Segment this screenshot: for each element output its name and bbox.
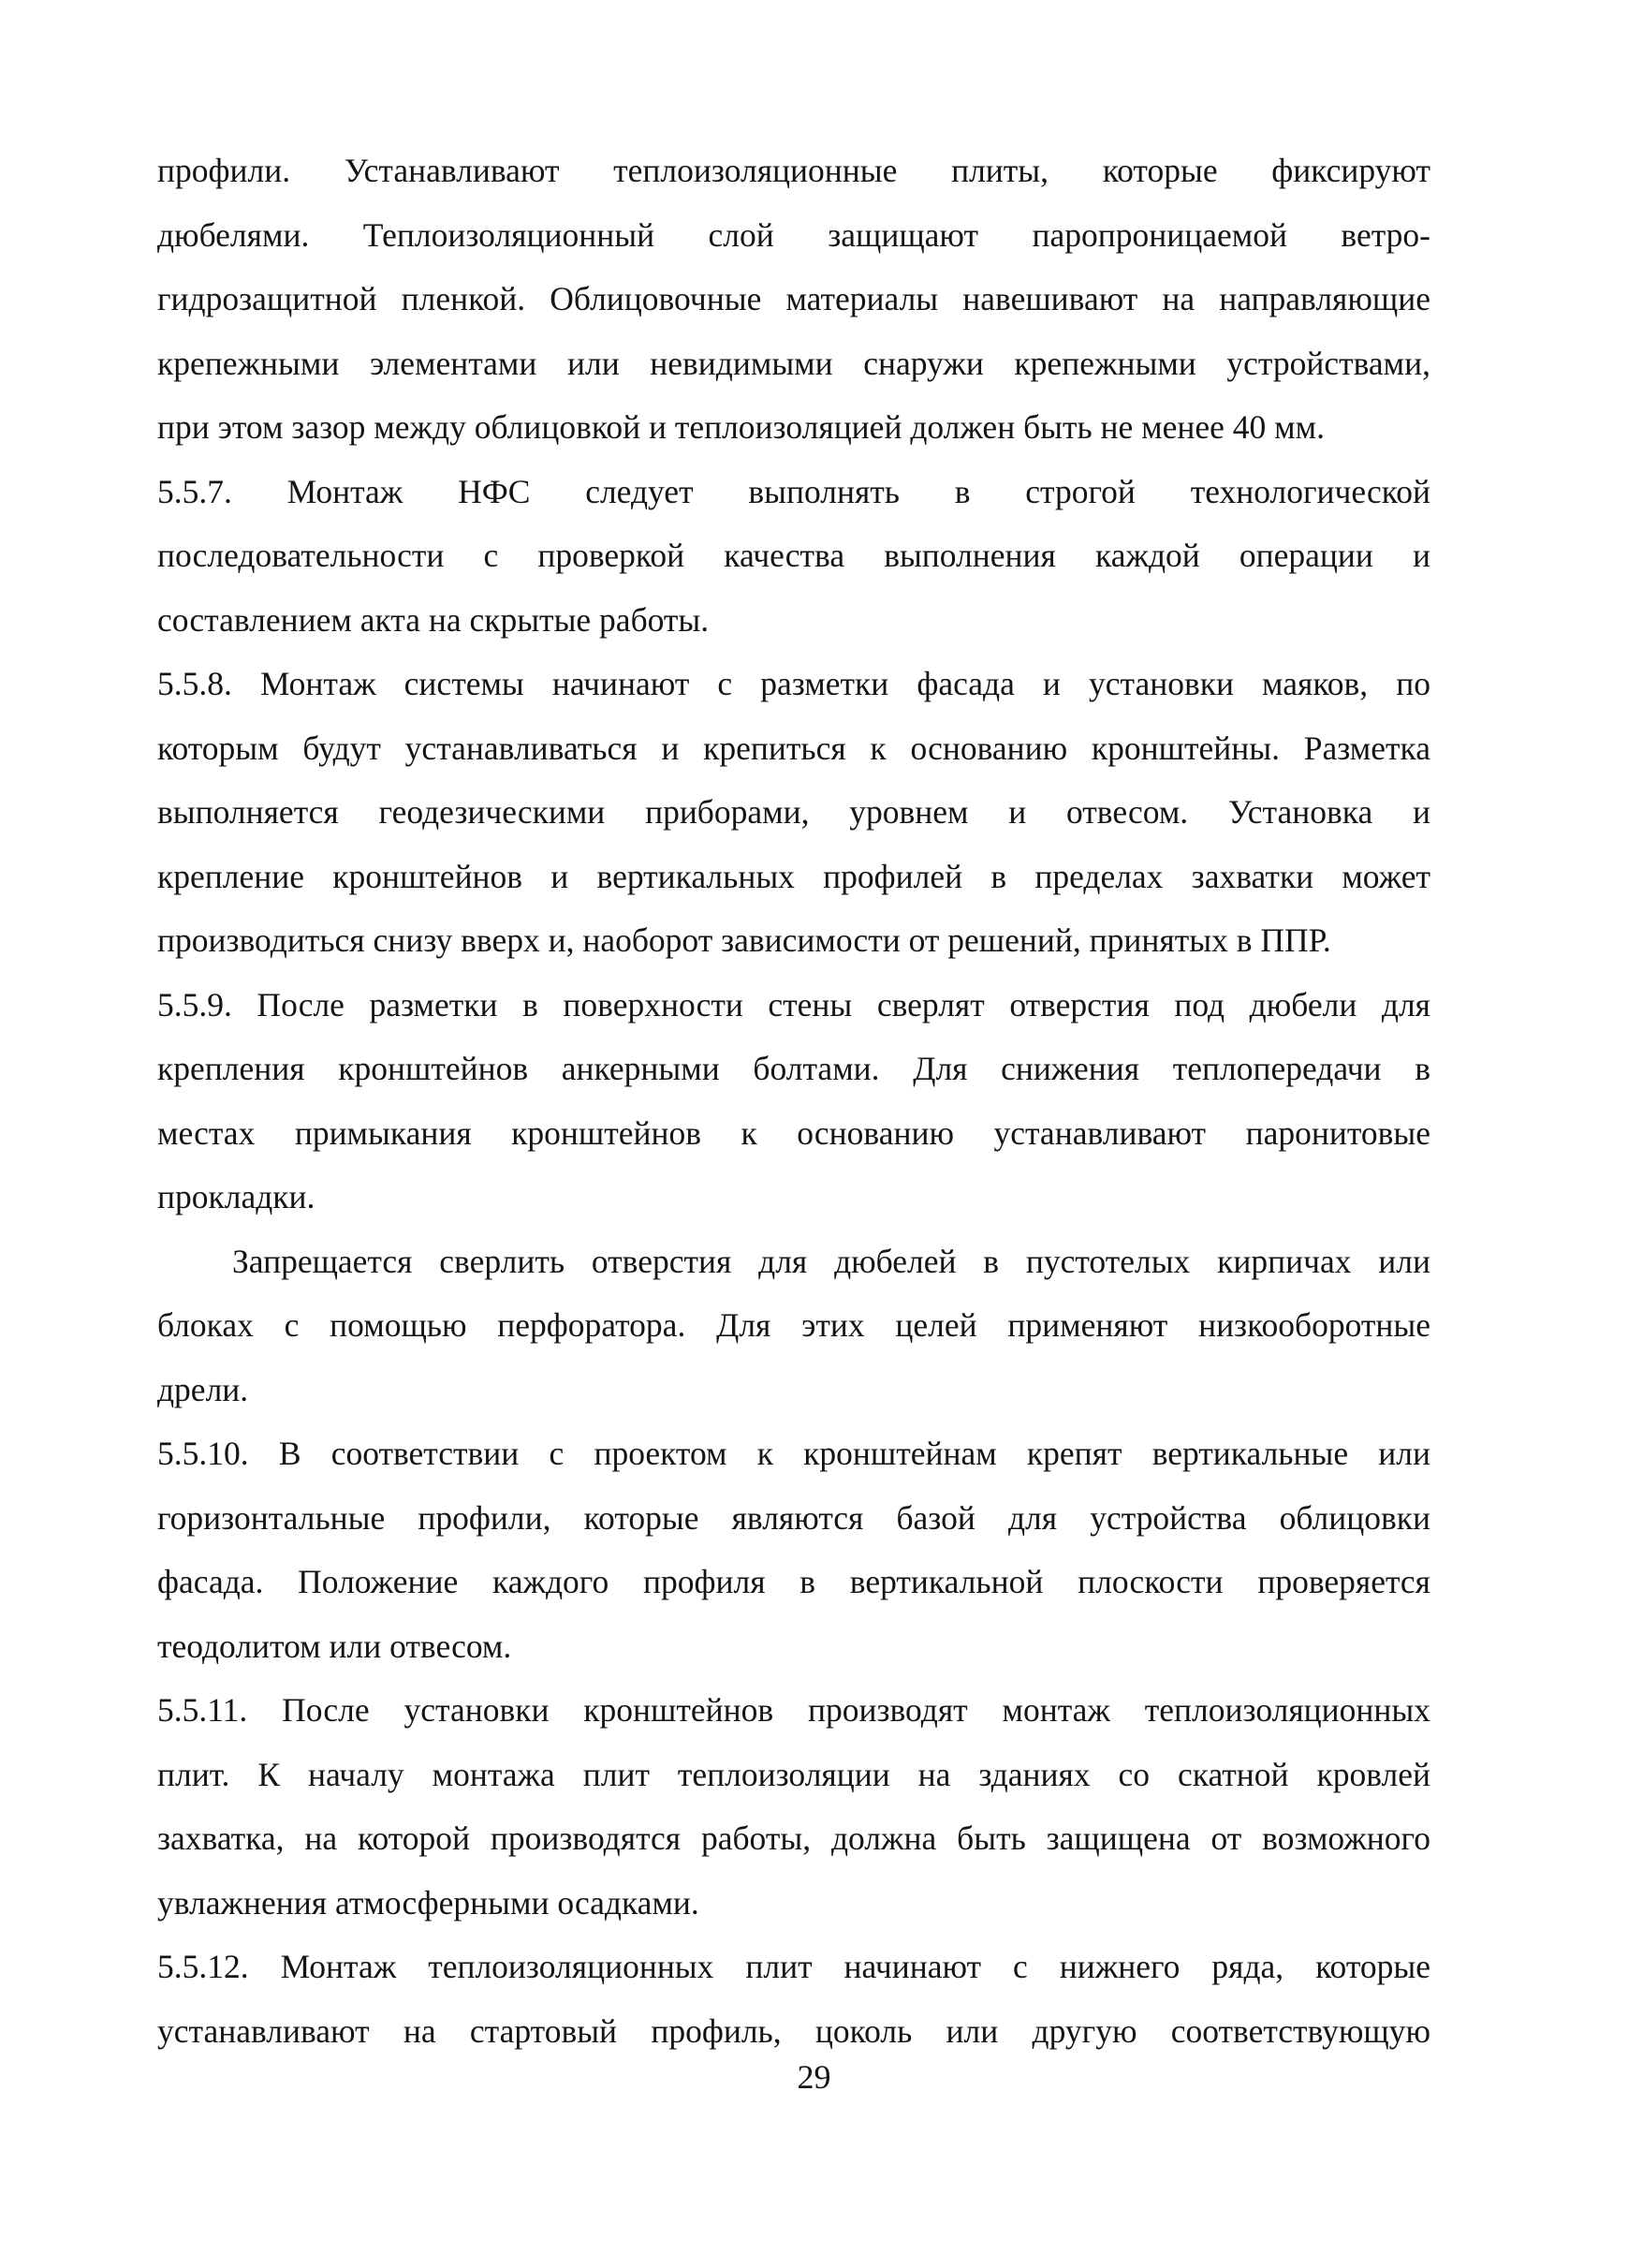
text-line: Запрещается сверлить отверстия для дюбелей в пустотелых кирпичах или (232, 1242, 1430, 1280)
text-line: местах примыкания кронштейнов к основанию устанавливают паронитовые (157, 1113, 1430, 1152)
text-line: которым будут устанавливаться и крепиться к основанию кронштейны. Разметка (157, 729, 1430, 767)
text-line: устанавливают на стартовый профиль, цоколь или другую соответствующую (157, 2011, 1430, 2050)
text-line: 5.5.7. Монтаж НФС следует выполнять в строгой технологической (157, 472, 1430, 510)
text-line: прокладки. (157, 1178, 315, 1215)
text-line: крепления кронштейнов анкерными болтами. Для снижения теплопередачи в (157, 1050, 1430, 1087)
text-line: блоках с помощью перфоратора. Для этих целей применяют низкооборотные (157, 1306, 1430, 1344)
text-line: составлением акта на скрытые работы. (157, 600, 710, 639)
text-line: 5.5.8. Монтаж системы начинают с разметки фасада и установки маяков, по (157, 665, 1430, 702)
text-line: увлажнения атмосферными осадками. (157, 1883, 699, 1922)
text-line: захватка, на которой производятся работы, должна быть защищена от возможного (157, 1819, 1430, 1857)
text-line: профили. Устанавливают теплоизоляционные плиты, которые фиксируют (157, 152, 1430, 189)
text-line: выполняется геодезическими приборами, уровнем и отвесом. Установка и (157, 793, 1430, 831)
text-line: 5.5.10. В соответствии с проектом к кронштейнам крепят вертикальные или (157, 1435, 1430, 1472)
text-line: гидрозащитной пленкой. Облицовочные материалы навешивают на направляющие (157, 280, 1430, 317)
text-line: производиться снизу вверх и, наоборот зависимости от решений, принятых в ППР. (157, 921, 1331, 959)
text-line: 5.5.11. После установки кронштейнов производят монтаж теплоизоляционных (157, 1691, 1430, 1729)
text-line: фасада. Положение каждого профиля в вертикальной плоскости проверяется (157, 1563, 1430, 1600)
text-line: теодолитом или отвесом. (157, 1627, 512, 1665)
text-line: дюбелями. Теплоизоляционный слой защищают паропроницаемой ветро- (157, 215, 1430, 254)
text-line: крепежными элементами или невидимыми снаружи крепежными устройствами, (157, 344, 1430, 382)
text-line: 5.5.12. Монтаж теплоизоляционных плит начинают с нижнего ряда, которые (157, 1948, 1430, 1985)
text-line: плит. К началу монтажа плит теплоизоляции на зданиях со скатной кровлей (157, 1755, 1430, 1793)
text-line: горизонтальные профили, которые являются базой для устройства облицовки (157, 1498, 1430, 1537)
text-line: при этом зазор между облицовкой и теплоизоляцией должен быть не менее 40 мм. (157, 408, 1325, 446)
text-line: дрели. (157, 1370, 249, 1408)
body-text (157, 139, 1430, 2063)
text-line: 5.5.9. После разметки в поверхности стены сверлят отверстия под дюбели для (157, 985, 1430, 1024)
text-line: крепление кронштейнов и вертикальных профилей в пределах захватки может (157, 857, 1430, 895)
page-number: 29 (797, 2058, 831, 2096)
text-line: последовательности с проверкой качества выполнения каждой операции и (157, 537, 1430, 574)
